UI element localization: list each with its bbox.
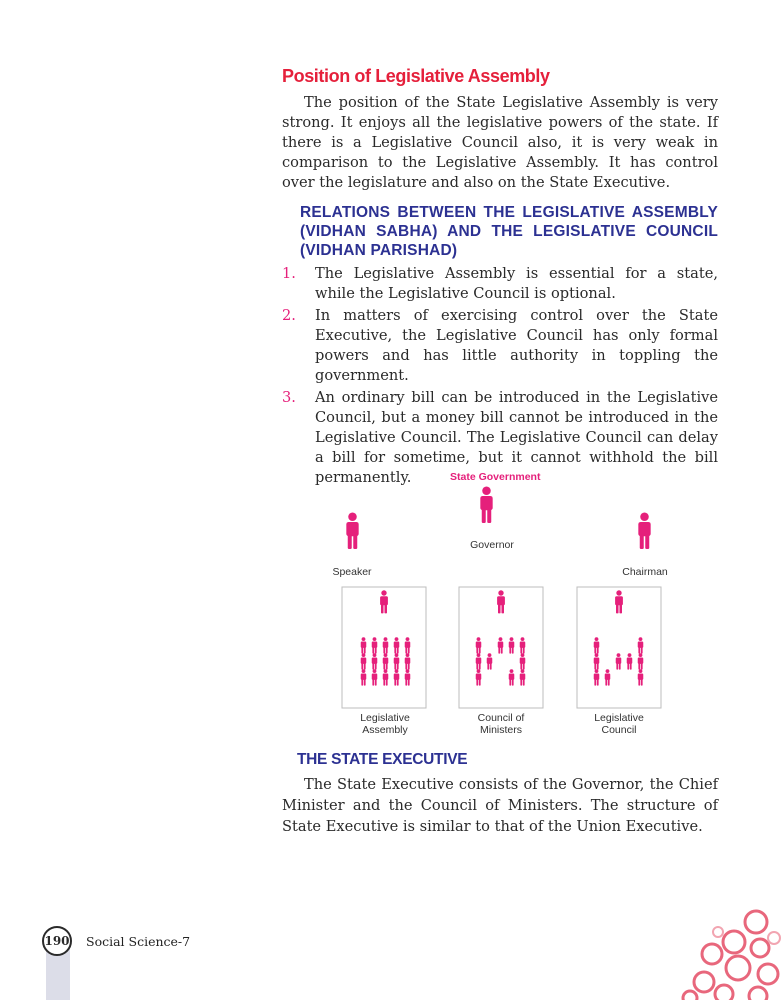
state-government-diagram bbox=[326, 470, 726, 742]
minister-figure bbox=[509, 637, 515, 653]
council-member-figure bbox=[638, 637, 644, 653]
minister-figure bbox=[476, 669, 482, 685]
assembly-member-figure bbox=[383, 653, 389, 669]
minister-figure bbox=[487, 653, 493, 669]
assembly-member-figure bbox=[372, 669, 378, 685]
chairman-label: Chairman bbox=[622, 566, 668, 578]
diagram-graphic bbox=[326, 470, 726, 742]
diagram-title: State Government bbox=[450, 471, 541, 483]
assembly-member-figure bbox=[383, 669, 389, 685]
council-of-ministers-label: Council of Ministers bbox=[477, 712, 525, 736]
assembly-member-figure bbox=[394, 669, 400, 685]
book-title: Social Science-7 bbox=[86, 934, 191, 949]
list-item bbox=[282, 264, 718, 304]
box-head-figure bbox=[615, 590, 623, 613]
chairman-figure bbox=[638, 512, 650, 549]
list-text: In matters of exercising control over the State Executive, the Legislative Council has only formal powers and has little authority in toppling the government. bbox=[315, 307, 718, 384]
list-number: 3. bbox=[282, 389, 296, 406]
council-member-figure bbox=[594, 669, 600, 685]
council-member-figure bbox=[616, 653, 622, 669]
section-paragraph: The position of the State Legislative Assembly is very strong. It enjoys all the legislative powers of the state. If there is a Legislative Council also, it is very weak in comparison to the Legislative Assembly. It has control over the legislature and also on the State Executive. bbox=[282, 94, 718, 191]
governor-label: Governor bbox=[470, 539, 514, 551]
minister-figure bbox=[509, 669, 515, 685]
speaker-label: Speaker bbox=[332, 566, 372, 578]
minister-figure bbox=[520, 637, 526, 653]
page-number: 190 bbox=[42, 926, 72, 956]
main-content bbox=[282, 66, 718, 490]
list-text: An ordinary bill can be introduced in the Legislative Council, but a money bill cannot be introduced in the Legislative Council. The Legislative Council can delay a bill for sometime, but it cannot withhold the bill permanently. bbox=[315, 389, 718, 486]
council-member-figure bbox=[594, 653, 600, 669]
list-number: 2. bbox=[282, 307, 296, 324]
assembly-member-figure bbox=[361, 653, 367, 669]
list-text: The Legislative Assembly is essential for a state, while the Legislative Council is optional. bbox=[315, 265, 718, 302]
minister-figure bbox=[498, 637, 504, 653]
assembly-member-figure bbox=[361, 669, 367, 685]
executive-paragraph: The State Executive consists of the Governor, the Chief Minister and the Council of Ministers. The structure of State Executive is similar to that of the Union Executive. bbox=[282, 776, 718, 835]
assembly-member-figure bbox=[405, 637, 411, 653]
speaker-figure bbox=[346, 512, 358, 549]
list-number: 1. bbox=[282, 265, 296, 282]
assembly-member-figure bbox=[405, 653, 411, 669]
minister-figure bbox=[520, 653, 526, 669]
assembly-member-figure bbox=[383, 637, 389, 653]
governor-figure bbox=[480, 486, 492, 523]
box-head-figure bbox=[497, 590, 505, 613]
minister-figure bbox=[476, 637, 482, 653]
list-item bbox=[282, 306, 718, 386]
relations-heading: RELATIONS BETWEEN THE LEGISLATIVE ASSEMBLY (VIDHAN SABHA) AND THE LEGISLATIVE COUNCIL (VIDHAN PARISHAD) bbox=[300, 204, 718, 259]
council-member-figure bbox=[638, 669, 644, 685]
relations-list bbox=[282, 264, 718, 488]
box-head-figure bbox=[380, 590, 388, 613]
council-member-figure bbox=[605, 669, 611, 685]
assembly-member-figure bbox=[405, 669, 411, 685]
decorative-circles-icon bbox=[676, 904, 782, 1000]
legislative-assembly-label: Legislative Assembly bbox=[360, 712, 410, 736]
assembly-member-figure bbox=[394, 637, 400, 653]
council-member-figure bbox=[627, 653, 633, 669]
section-title: Position of Legislative Assembly bbox=[282, 66, 550, 86]
minister-figure bbox=[520, 669, 526, 685]
legislative-council-label: Legislative Council bbox=[594, 712, 644, 736]
executive-heading: THE STATE EXECUTIVE bbox=[297, 751, 468, 768]
assembly-member-figure bbox=[361, 637, 367, 653]
assembly-member-figure bbox=[394, 653, 400, 669]
minister-figure bbox=[476, 653, 482, 669]
council-member-figure bbox=[594, 637, 600, 653]
member-figures bbox=[361, 590, 644, 685]
assembly-member-figure bbox=[372, 637, 378, 653]
assembly-member-figure bbox=[372, 653, 378, 669]
council-member-figure bbox=[638, 653, 644, 669]
